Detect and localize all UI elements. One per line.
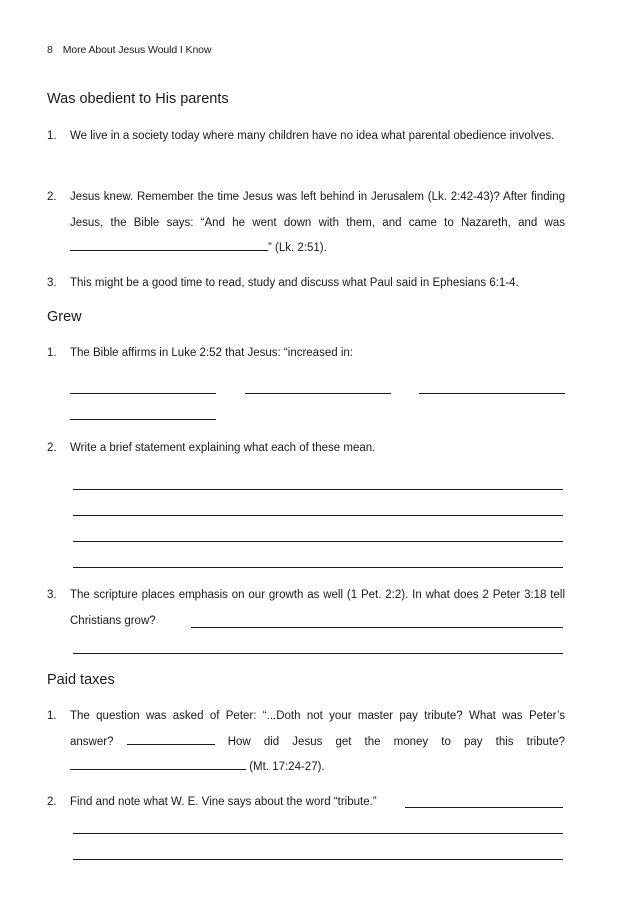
obedient-item-3 bbox=[47, 271, 565, 297]
item-number: 2. bbox=[47, 191, 57, 203]
taxes-item-1 bbox=[47, 704, 565, 781]
answer-line[interactable] bbox=[70, 393, 216, 394]
item-text bbox=[70, 790, 565, 816]
section-heading-grew: Grew bbox=[47, 309, 82, 325]
item-text bbox=[70, 704, 565, 781]
grew-item-1 bbox=[47, 341, 565, 367]
answer-line[interactable] bbox=[405, 807, 563, 808]
item-text-part: ” (Lk. 2:51). bbox=[268, 242, 327, 254]
answer-line[interactable] bbox=[191, 627, 563, 628]
answer-line[interactable] bbox=[73, 833, 563, 834]
item-number: 1. bbox=[47, 710, 57, 722]
answer-line[interactable] bbox=[245, 393, 391, 394]
answer-line[interactable] bbox=[73, 489, 563, 490]
fill-in-blank[interactable] bbox=[127, 730, 215, 745]
item-text-part: How did Jesus get the money to pay this tribute? bbox=[227, 735, 566, 748]
item-number: 3. bbox=[47, 589, 57, 601]
answer-line[interactable] bbox=[73, 567, 563, 568]
item-number: 1. bbox=[47, 347, 57, 359]
item-number: 1. bbox=[47, 130, 57, 142]
answer-line[interactable] bbox=[70, 419, 216, 420]
answer-line[interactable] bbox=[73, 515, 563, 516]
taxes-item-2 bbox=[47, 790, 565, 816]
item-text: Write a brief statement explaining what each of these mean. bbox=[70, 442, 376, 454]
section-heading-taxes: Paid taxes bbox=[47, 672, 115, 688]
item-text bbox=[70, 185, 565, 262]
item-text-part: The scripture places emphasis on our growth as well (1 Pet. 2:2). In what does 2 Peter 3:18 tell Christians grow? bbox=[70, 589, 565, 627]
item-number: 2. bbox=[47, 442, 57, 454]
fill-in-blank[interactable] bbox=[70, 236, 268, 251]
answer-line[interactable] bbox=[73, 859, 563, 860]
item-text-part: (Mt. 17:24-27). bbox=[249, 761, 325, 773]
item-number: 3. bbox=[47, 277, 57, 289]
item-number: 2. bbox=[47, 796, 57, 808]
answer-line[interactable] bbox=[419, 393, 565, 394]
running-head bbox=[47, 44, 211, 56]
item-text: We live in a society today where many children have no idea what parental obedience involves. bbox=[70, 130, 555, 142]
item-text-part: The question was asked of Peter: “...Doth not your master pay tribute? What was Peter’s answer? bbox=[70, 710, 565, 748]
section-heading-obedient: Was obedient to His parents bbox=[47, 91, 229, 107]
fill-in-blank[interactable] bbox=[70, 755, 246, 770]
answer-line[interactable] bbox=[73, 653, 563, 654]
item-text: The Bible affirms in Luke 2:52 that Jesus: “increased in: bbox=[70, 347, 353, 359]
grew-item-2 bbox=[47, 436, 565, 462]
item-text-part: Find and note what W. E. Vine says about the word “tribute.” bbox=[70, 796, 377, 808]
page-number: 8 bbox=[47, 44, 53, 56]
obedient-item-1 bbox=[47, 124, 565, 150]
obedient-item-2 bbox=[47, 185, 565, 262]
book-title: More About Jesus Would I Know bbox=[62, 44, 212, 56]
item-text-part: Jesus knew. Remember the time Jesus was left behind in Jerusalem (Lk. 2:42-43)? After finding Jesus, the Bible says: “And he went down with them, and came to Nazareth, and was bbox=[70, 191, 565, 229]
item-text: This might be a good time to read, study and discuss what Paul said in Ephesians 6:1-4. bbox=[70, 277, 519, 289]
answer-line[interactable] bbox=[73, 541, 563, 542]
